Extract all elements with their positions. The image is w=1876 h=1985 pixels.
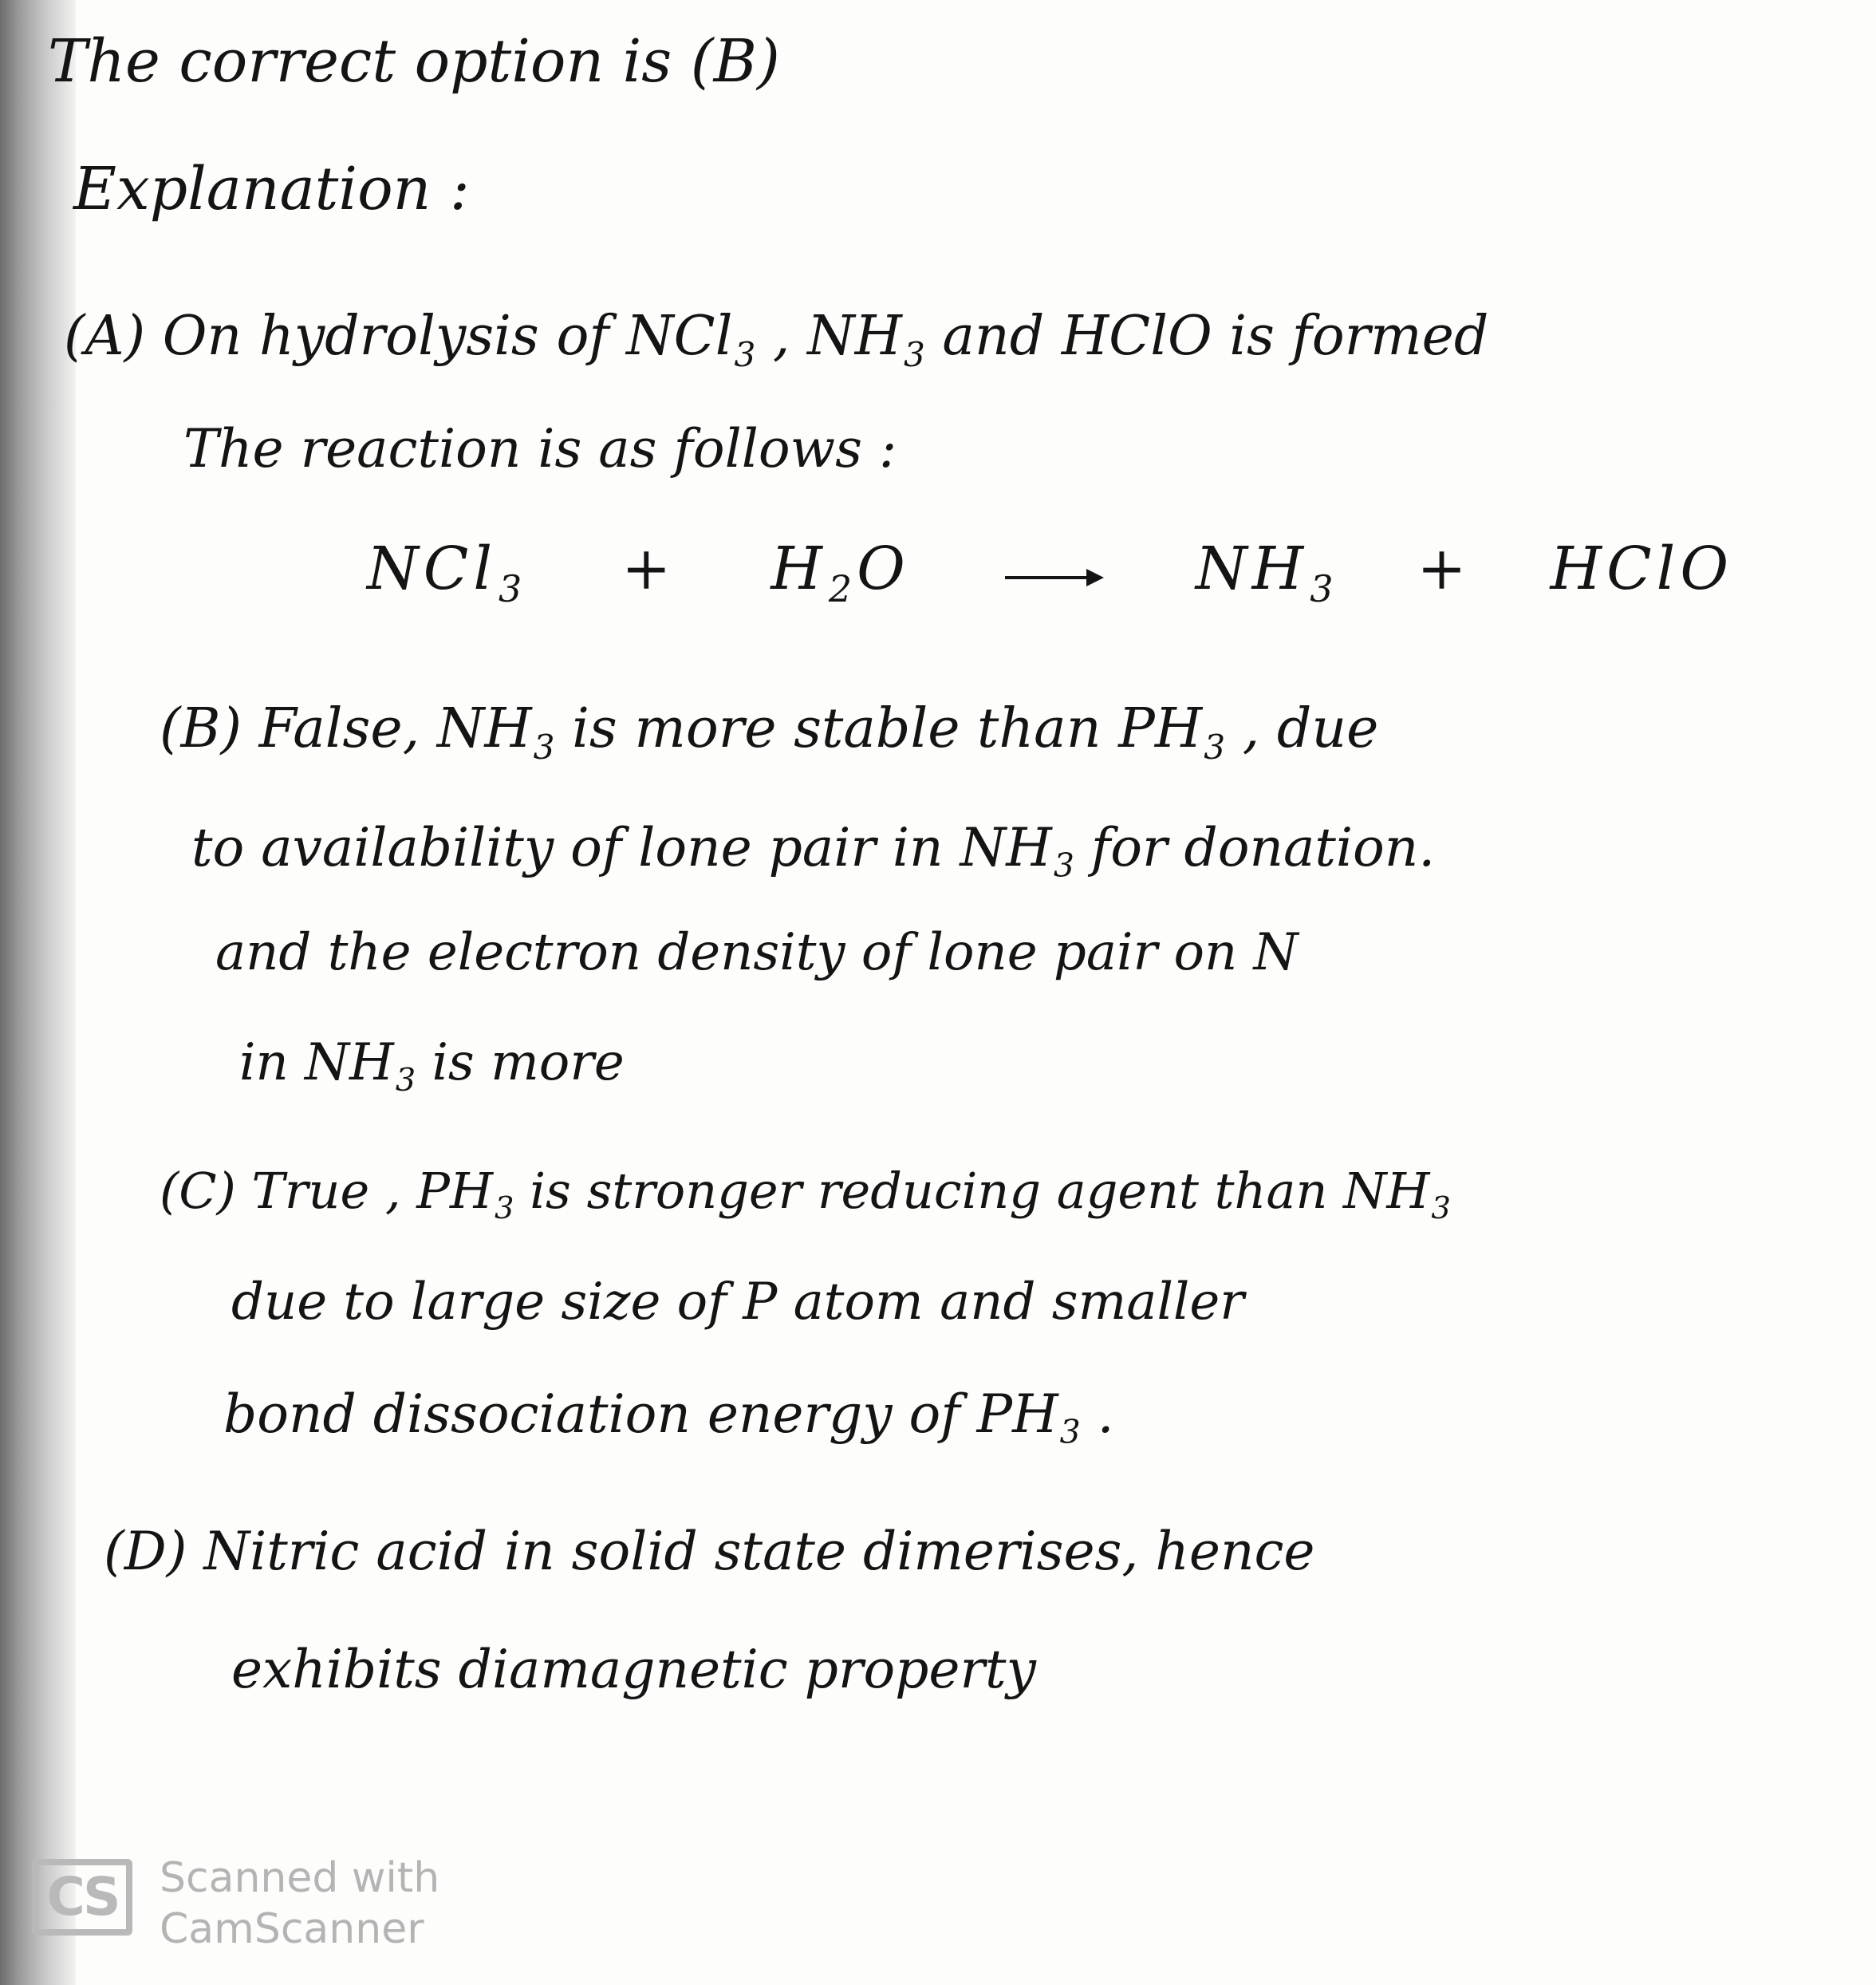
section-a-line-1 <box>64 305 1489 374</box>
section-d-line-2: exhibits diamagnetic property <box>231 1639 1036 1700</box>
section-d-line-1: (D) Nitric acid in solid state dimerises, hence <box>104 1521 1315 1582</box>
product-hclo: HClO <box>1550 535 1734 603</box>
explanation-label: Explanation : <box>73 155 470 223</box>
section-a-line-1-mid: , NH <box>755 305 902 368</box>
watermark-line-2: CamScanner <box>160 1905 424 1953</box>
subscript: 3 <box>734 334 756 374</box>
chemical-equation <box>367 535 1734 611</box>
product-nh3: $NH_3$ <box>1195 535 1338 611</box>
camscanner-logo-icon: CS <box>32 1859 132 1936</box>
section-a-line-2: The reaction is as follows : <box>183 418 897 479</box>
camscanner-watermark <box>32 1853 479 1953</box>
section-c-line-3: bond dissociation energy of $PH_3$ . <box>223 1383 1114 1452</box>
plus-sign: + <box>621 535 676 603</box>
section-c-line-1: (C) True , $PH_3$ is stronger reducing agent than $NH_3$ <box>160 1162 1451 1227</box>
correct-option-line: The correct option is (B) <box>48 27 780 96</box>
section-c-line-2: due to large size of P atom and smaller <box>231 1273 1244 1332</box>
section-b-line-1: (B) False, $NH_3$ is more stable than $PH_3$ , due <box>160 697 1379 767</box>
plus-sign: + <box>1417 535 1472 603</box>
reactant-ncl3: NCl$_3$ <box>367 535 527 611</box>
subscript: 3 <box>903 334 925 374</box>
section-b-line-4: in $NH_3$ is more <box>239 1033 625 1099</box>
reactant-water: $H_2O$ <box>770 535 910 611</box>
watermark-line-1: Scanned with <box>160 1854 440 1902</box>
reaction-arrow-icon <box>1005 576 1101 579</box>
section-b-line-2: to availability of lone pair in $NH_3$ for donation. <box>191 817 1436 886</box>
section-a-line-1-suffix: and HClO is formed <box>924 305 1489 368</box>
scan-edge-shadow <box>0 0 76 1985</box>
section-a-line-1-prefix: (A) On hydrolysis of NCl <box>64 305 733 368</box>
section-b-line-3: and the electron density of lone pair on N <box>215 923 1299 982</box>
